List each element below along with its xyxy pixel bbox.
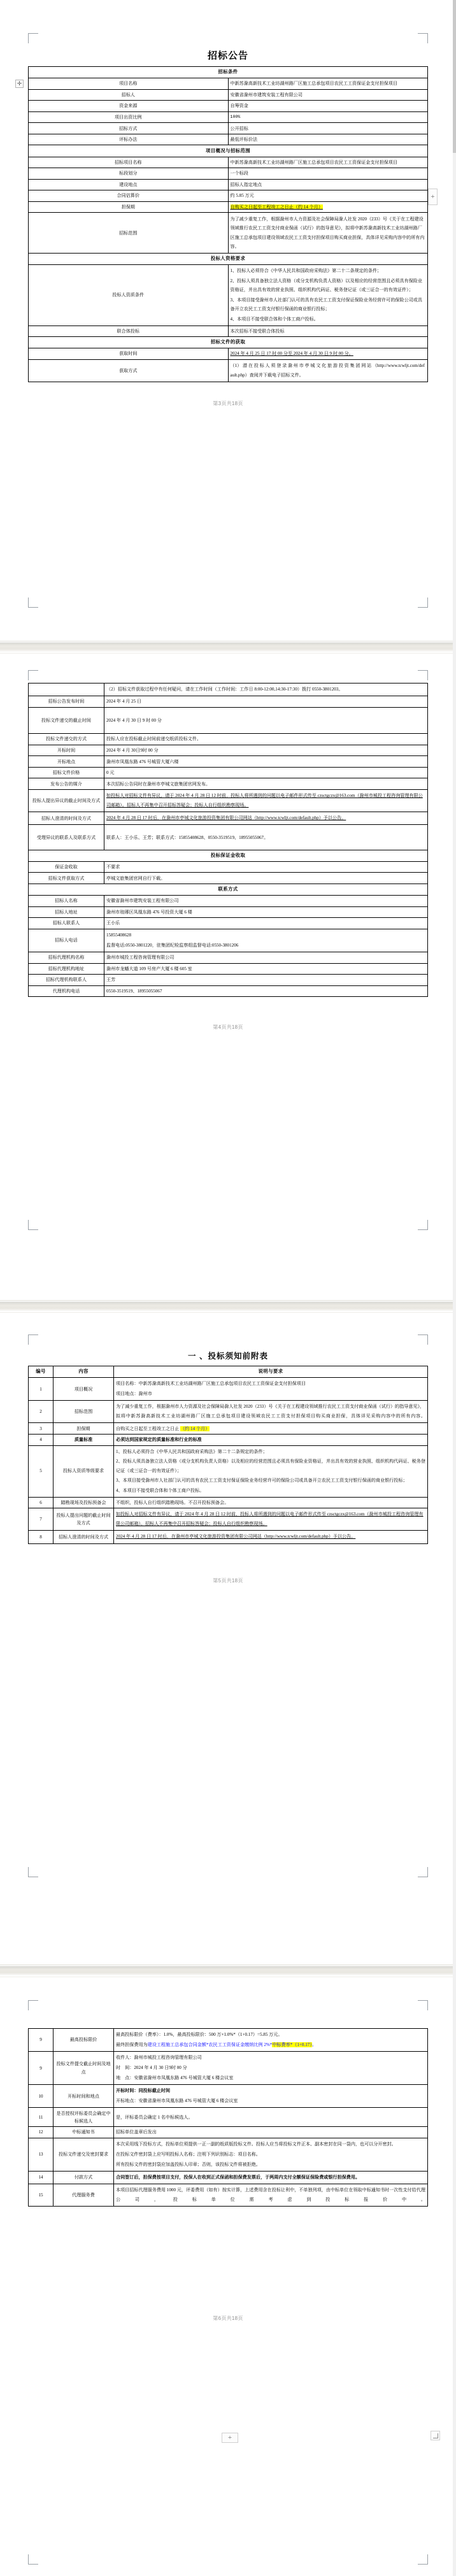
- row-value: 0 元: [104, 767, 428, 778]
- table-row: [29, 790, 428, 812]
- row-description: 如投标人对招标文件有异议，请于 2024 年 4 月 28 日 12 时前，投标人将所遇到的问题以电子邮件形式传至 czsctgczx@163.com（滁州市城投工程咨询管理有限公司邮箱）。招标人不再集中召开招标答疑会；投标人自行组织勘察现场。: [114, 1508, 428, 1531]
- page-title: 招标公告: [207, 50, 248, 61]
- row-label: 招标项目名称: [29, 157, 229, 168]
- crop-mark-bottom-right: [414, 1216, 428, 1230]
- table-band-row: [29, 145, 428, 157]
- row-value: 滁州市龙蟠大道 109 号房产大厦 6 楼 605 室: [104, 963, 428, 975]
- page-view-6: [0, 1977, 456, 2576]
- table-row: [29, 696, 428, 708]
- table-row-guarantee-period: [29, 201, 428, 213]
- page-footer: 第3页共18页: [213, 400, 243, 406]
- band-tender-conditions: 招标条件: [29, 67, 428, 78]
- row-label: 招标人地址: [29, 906, 104, 918]
- page-break-separator: [0, 641, 456, 654]
- row-number: 10: [29, 2085, 53, 2108]
- table-band-row: [29, 337, 428, 348]
- row-value: [104, 929, 428, 952]
- bid-opening-time: 开标时间：同投标截止时间: [116, 2088, 171, 2094]
- tender-announcement-table-continued: [28, 683, 428, 997]
- row-value: 一个标段: [228, 168, 428, 180]
- row-number: 4: [29, 1434, 53, 1445]
- row-description: [114, 1378, 428, 1401]
- table-row: [29, 873, 428, 884]
- row-item: 投标文件递交及密封要求: [53, 2138, 114, 2171]
- row-value: 为了减少重复工作，根据滁州市人力资源及社会保障局滁人社发 2020（233）号《关于在工程建设领域推行农民工工资支付商业保函（试行）的指导意见》，拟将中新苏滁高新技术工业坊湖州路厂区施工总承包项目建设领域农民工工资支付担保项目购买商业担保，具体详见采购内容中的所有内容。: [228, 213, 428, 254]
- row-item: 投标人资质等级要求: [53, 1445, 114, 1497]
- row-item: 担保期: [53, 1423, 114, 1435]
- page-footer: 第6页共18页: [213, 2315, 243, 2322]
- table-row: [29, 906, 428, 918]
- row-item: 踏勘现场及投标预备会: [53, 1497, 114, 1508]
- row-value: [228, 265, 428, 326]
- row-number: 15: [29, 2184, 53, 2206]
- page-view-5: [0, 1313, 456, 1964]
- row-item: 代理服务费: [53, 2184, 114, 2206]
- row-number: 11: [29, 2108, 53, 2127]
- qualification-item: 4、本项目不接受联合体和个体工商户投标。: [230, 316, 318, 322]
- table-row: [29, 896, 428, 907]
- table-band-row: [29, 884, 428, 896]
- table-row-max-price: [29, 2029, 428, 2052]
- row-item: 投标文件提交截止时间及地点: [53, 2052, 114, 2085]
- desc-line: 项目地点：滁州市: [116, 1391, 152, 1397]
- row-label: 代理机构电话: [29, 985, 104, 997]
- row-item: 招标范围: [53, 1401, 114, 1423]
- final-fee-line: [116, 2040, 425, 2050]
- row-item: 中标通知书: [53, 2127, 114, 2138]
- supervision-phone: 监督电话:0550-3801220，驻集团纪检监察组监督电话:0550-3801206: [106, 942, 239, 948]
- table-row: [29, 111, 428, 123]
- table-row: [29, 825, 428, 850]
- row-number: 3: [29, 1423, 53, 1435]
- table-row: [29, 359, 428, 382]
- row-value: 公开招标: [228, 123, 428, 134]
- row-label: 保证金收取: [29, 861, 104, 873]
- row-number: 9: [29, 2029, 53, 2052]
- page-footer: 第5页共18页: [213, 1577, 243, 1584]
- row-value: 安徽省滁州市建筑安装工程有限公司: [104, 896, 428, 907]
- table-row: [29, 123, 428, 134]
- crop-mark-bottom-left: [28, 2551, 42, 2565]
- row-label: 资金来源: [29, 101, 229, 112]
- table-row: [29, 1378, 428, 1401]
- table-row: [29, 1401, 428, 1423]
- table-row: [29, 326, 428, 337]
- row-label: 建设地点: [29, 179, 229, 190]
- table-band-row: [29, 850, 428, 861]
- table-row: [29, 2085, 428, 2108]
- desc-line: 项目名称：中新苏滁高新技术工业坊湖州路厂区施工总承包项目农民工工资保证金支付担保项目: [116, 1381, 306, 1387]
- final-fee-blue: 建设工程施工总承包合同金额*农民工工资保证金缴纳比例 2%*: [147, 2042, 273, 2048]
- row-label: 投标人提出异议的截止时间及方式: [29, 790, 104, 812]
- row-label: 投标文件递交的截止时间: [29, 707, 104, 733]
- insert-row-button[interactable]: +: [222, 2433, 238, 2443]
- row-value: 2024 年 4 月 30 日 9 时 00 分: [104, 707, 428, 733]
- desc-line: 时 间：2024 年 4 月 30 日9时 00 分: [116, 2065, 187, 2071]
- row-label: 投标人资质条件: [29, 265, 229, 326]
- column-header-item: 内容: [53, 1366, 114, 1378]
- row-description: 必须达到国家规定的质量标准和行业的标准: [114, 1434, 428, 1445]
- row-description: 不组织，投标人自行组织踏勘现场。不召开投标预备会。: [114, 1497, 428, 1508]
- table-row: [29, 756, 428, 768]
- row-value: 中新苏滁高新技术工业坊湖州路厂区施工总承包项目农民工工资保证金支付担保项目: [228, 78, 428, 90]
- crop-mark-bottom-left: [28, 1863, 42, 1877]
- row-value: [228, 201, 428, 213]
- row-description: 合同签订后，担保费按项目支付，投保人在收到正式保函和担保费发票后，于两周内支付全额保证保险费或银行担保费用。: [114, 2171, 428, 2184]
- desc-line: 本次采用线下投标方式，投标单位须提供一正一副的纸质版投标文件。投标人应当将投标文件正本、副本密封在同一袋内，也可以分开密封。: [116, 2141, 396, 2147]
- row-description: 招标单位盖章后发出: [114, 2127, 428, 2138]
- row-label: 招标范围: [29, 213, 229, 254]
- row-description: [114, 2029, 428, 2052]
- page-view-4: [0, 654, 456, 1300]
- row-description: 本项目招标代理服务费用 1000 元，评委费用（如有）按实计算，上述费用含在投标让利中，不单独列项，由中标单位在领取中标通知书时一次性支付给代理公司，投标单位需考虑到投标报价中。: [114, 2184, 428, 2206]
- row-number: 9: [29, 2052, 53, 2085]
- row-item: 开标时间和地点: [53, 2085, 114, 2108]
- row-number: 12: [29, 2127, 53, 2138]
- page-break-separator: [0, 1964, 456, 1977]
- table-row: [29, 157, 428, 168]
- highlighted-winning-rate: 中标费率*（1+0.17）: [272, 2042, 312, 2048]
- row-value: 投标人应在投标截止时间前递交纸质投标文件。: [104, 734, 428, 745]
- row-value: 王芳: [104, 975, 428, 986]
- table-row: [29, 1531, 428, 1543]
- row-value: 自筹资金: [228, 101, 428, 112]
- table-row-qualification: [29, 265, 428, 326]
- row-label: 招标人电话: [29, 929, 104, 952]
- table-row-phone: [29, 929, 428, 952]
- desc-line: 2、投标人须具备独立法人资格（或分支机构负责人资格）以及相应的经营范围且必须具有保险业资格证，并出具有效的营业执照、组织机构代码证、税务登记证（或三证合一的有效证件）；: [116, 1459, 425, 1473]
- row-label: 投标文件递交的方式: [29, 734, 104, 745]
- table-row: [29, 1497, 428, 1508]
- table-row: [29, 89, 428, 101]
- row-value: 联系人：王小乐、王芳；联系方式：15855408628、0550-3519519、18955055067。: [104, 825, 428, 850]
- row-value: 2024 年 4 月 25 日: [104, 696, 428, 708]
- row-item: 招标人澄清的时间及方式: [53, 1531, 114, 1543]
- column-header-description: 说明与要求: [114, 1366, 428, 1378]
- vertical-scrollbar[interactable]: [453, 0, 456, 2576]
- row-value: 0550-3519519、18955055067: [104, 985, 428, 997]
- table-row: [29, 963, 428, 975]
- row-value: 2024 年 4 月 25 日 17 时 00 分至 2024 年 4 月 30 日 9 时 00 分。: [228, 348, 428, 360]
- desc-line: 收件人：滁州市城投工程咨询管理有限公司: [116, 2055, 202, 2061]
- table-row: [29, 861, 428, 873]
- row-label: 标段划分: [29, 168, 229, 180]
- insert-row-button[interactable]: +: [428, 189, 438, 205]
- row-label: 发布公告的媒介: [29, 778, 104, 790]
- table-row: [29, 2127, 428, 2138]
- table-row: [29, 1434, 428, 1445]
- band-project-overview: 项目概况与招标范围: [29, 145, 428, 157]
- row-label: 开标时间: [29, 745, 104, 756]
- row-label: 项目出资比例: [29, 111, 229, 123]
- row-value: 安徽省滁州市建筑安装工程有限公司: [228, 89, 428, 101]
- table-row-guarantee: [29, 1423, 428, 1435]
- row-value: 不要求: [104, 861, 428, 873]
- row-label: 招标代理机构地址: [29, 963, 104, 975]
- row-value: （2）招标文件获取过程中有任何疑问，请在工作时间（工作时间：工作日 8:00-12:00,14:30-17:30）拨打 0550-3801203。: [104, 683, 428, 696]
- row-value: 滁州市凤凰东路 476 号城管大厦六楼: [104, 756, 428, 768]
- table-header-row: [29, 1366, 428, 1378]
- row-value: 本次招标公告同时在滁州市亭城文旅集团官网发布。: [104, 778, 428, 790]
- table-row: [29, 348, 428, 360]
- row-number: 6: [29, 1497, 53, 1508]
- row-description: 为了减少重复工作，根据滁州市人力资源及社会保障局滁人社发 2020（233）号《关于在工程建设领域推行农民工工资支付商业保函（试行）的指导意见》，拟将中新苏滁高新技术工业坊湖州路厂区施工总承包项目建设领域农民工工资支付担保项目购买商业担保，具体详见采购内容中的所有内容。: [114, 1401, 428, 1423]
- row-item: 质量标准: [53, 1434, 114, 1445]
- row-value: 如投标人对招标文件有异议，请于 2024 年 4 月 28 日 12 时前，投标人将所遇到的问题以电子邮件形式传至 czsctgczx@163.com（滁州市城投工程咨询管理有限公司邮箱）。招标人不再集中召开招标答疑会；投标人自行组织勘察现场。: [104, 790, 428, 812]
- row-description: [114, 1445, 428, 1497]
- qualification-item: 1、投标人必须符合《中华人民共和国政府采购法》第二十二条规定的条件；: [230, 268, 382, 274]
- table-row: [29, 2138, 428, 2171]
- row-item: 是否授权评标委员会确定中标候选人: [53, 2108, 114, 2127]
- row-value: 最低评标价法: [228, 134, 428, 145]
- row-description: [114, 1423, 428, 1435]
- page-footer: 第4页共18页: [213, 1024, 243, 1031]
- row-value: 滁州市琅琊区凤凰东路 476 号投资大厦 6 楼: [104, 906, 428, 918]
- final-fee-suffix: 。: [311, 2042, 317, 2048]
- desc-line: 所有投标文件的密封袋应加盖投标人印章；否则，该投标文件将被拒绝。: [116, 2161, 260, 2167]
- table-row: [29, 812, 428, 825]
- row-label: 评标办法: [29, 134, 229, 145]
- row-label: 招标人: [29, 89, 229, 101]
- desc-line: 1、投标人必须符合《中华人民共和国政府采购法》第二十二条规定的条件；: [116, 1449, 267, 1454]
- row-label-empty: [29, 683, 104, 696]
- row-value: 滁州市城投工程咨询管理有限公司: [104, 952, 428, 964]
- desc-line: 3、本项目接受滁州市人社部门认可的具有农民工工资支付保证保险业务经营许可的保险公司或具备开立农民工工资支付银行保函的商业银行投标；: [116, 1478, 408, 1484]
- row-value: 2024 年 4 月 28 日 17 时后，在滁州市亭城文化旅游投资集团有限公司网站（http://www.tcwljt.com/default.php）予以公告。: [104, 812, 428, 825]
- table-row-scope: [29, 213, 428, 254]
- table-row: [29, 2171, 428, 2184]
- row-label: 项目名称: [29, 78, 229, 90]
- desc-line: 4、本项目不接受联合体和个体工商户投标。: [116, 1487, 204, 1493]
- row-value: 约 5.85 万元: [228, 190, 428, 202]
- desc-line: 在投标文件密封袋上应写明投标人名称；注明下列识别标志：项目名称。: [116, 2151, 260, 2157]
- table-row: [29, 2108, 428, 2127]
- row-label: 获取方式: [29, 359, 229, 382]
- row-number: 7: [29, 1508, 53, 1531]
- row-label: 招标代理机构联系人: [29, 975, 104, 986]
- table-row: [29, 179, 428, 190]
- crop-mark-bottom-right: [414, 2551, 428, 2565]
- row-label: 招标方式: [29, 123, 229, 134]
- row-value: 100%: [228, 111, 428, 123]
- row-description: [114, 2085, 428, 2108]
- page-break-separator: [0, 1300, 456, 1313]
- row-value: 2024 年 4 月 30日9时 00 分: [104, 745, 428, 756]
- page-view-3: [0, 0, 456, 641]
- tender-announcement-table: [28, 66, 428, 382]
- row-value: （1） 潜 在 投 标 人 须 登 录 滁 州 市 亭 城 文 化 旅 游 投 资 集 团 网 站 （http://www.tcwljt.com/default.php）查阅并下载电子招标文件。: [228, 359, 428, 382]
- max-price-formula: 最高投标限价（费率）：1.0%，最高投标限价：500 万×1.0%*（1+0.17）=5.85 万元。: [116, 2032, 283, 2038]
- crop-mark-bottom-left: [28, 594, 42, 608]
- band-document-acquisition: 招标文件的获取: [29, 337, 428, 348]
- table-row: [29, 985, 428, 997]
- qualification-item: 2、投标人须具备独立法人资格（或分支机构负责人资格）以及相应的经营范围且必须具有保险业资格证，并出具有效的营业执照、组织机构代码证、税务登记证（或三证合一的有效证件）；: [230, 278, 422, 293]
- row-item: 投标人提出问题的截止时间及方式: [53, 1508, 114, 1531]
- bid-opening-place: 开标地点：安徽省滁州市凤凰东路 476 号城管大厦 6 楼会议室: [116, 2098, 238, 2104]
- table-row: [29, 918, 428, 929]
- row-value: 亭城文旅集团官网自行下载。: [104, 873, 428, 884]
- table-row: [29, 2184, 428, 2206]
- row-description: [114, 2052, 428, 2085]
- row-number: 13: [29, 2138, 53, 2171]
- table-row: [29, 975, 428, 986]
- table-band-row: [29, 67, 428, 78]
- crop-mark-bottom-left: [28, 1216, 42, 1230]
- row-value: 王小乐: [104, 918, 428, 929]
- row-number: 14: [29, 2171, 53, 2184]
- table-row: [29, 168, 428, 180]
- column-header-no: 编号: [29, 1366, 53, 1378]
- highlighted-guarantee-period: 自购买之日起至工程竣工之日止（约 14 个月）: [230, 204, 323, 210]
- row-label: 招标人联系人: [29, 918, 104, 929]
- band-bidder-qualification: 投标人资格要求: [29, 253, 428, 264]
- table-band-row: [29, 253, 428, 264]
- row-label: 招标公告发布时间: [29, 696, 104, 708]
- tenderer-phone: 15855408628: [106, 933, 132, 938]
- table-move-handle[interactable]: ✛: [15, 80, 24, 88]
- band-contact-info: 联系方式: [29, 884, 428, 896]
- row-label: 招标代理机构名称: [29, 952, 104, 964]
- table-row: [29, 683, 428, 696]
- table-row: [29, 1445, 428, 1497]
- table-row: [29, 1508, 428, 1531]
- crop-mark-bottom-right: [414, 594, 428, 608]
- desc-line: 地 点：安徽省滁州市凤凰东路 476 号城管大厦 6 楼会议室: [116, 2075, 234, 2081]
- row-label: 受理异议的联系人及联系方式: [29, 825, 104, 850]
- row-number: 1: [29, 1378, 53, 1401]
- row-number: 8: [29, 1531, 53, 1543]
- table-row: [29, 778, 428, 790]
- row-label: 招标人澄清的时间及方式: [29, 812, 104, 825]
- row-item: 项目概况: [53, 1378, 114, 1401]
- row-label: 招标文件获取方式: [29, 873, 104, 884]
- table-row: [29, 78, 428, 90]
- bidding-instructions-table: [28, 1366, 428, 1544]
- row-description: 是，评标委员会确定 1 名中标候选人。: [114, 2108, 428, 2127]
- table-row: [29, 767, 428, 778]
- table-row: [29, 952, 428, 964]
- section-title: 一 、投标须知前附表: [188, 1352, 268, 1361]
- row-item: 最高投标限价: [53, 2029, 114, 2052]
- row-item: 付款方式: [53, 2171, 114, 2184]
- row-description: 2024 年 4 月 28 日 17 时后，在滁州市亭城文化旅游投资集团有限公司网站（http://www.tcwljt.com/default.php）予以公告。: [114, 1531, 428, 1543]
- row-value: 本次招标不接受联合体投标: [228, 326, 428, 337]
- table-row: [29, 190, 428, 202]
- band-bid-deposit: 投标保证金收取: [29, 850, 428, 861]
- row-label: 合同估算价: [29, 190, 229, 202]
- row-label: 招标文件价格: [29, 767, 104, 778]
- row-number: 5: [29, 1445, 53, 1497]
- row-label: 开标地点: [29, 756, 104, 768]
- row-label: 获取时间: [29, 348, 229, 360]
- table-row: [29, 101, 428, 112]
- final-fee-prefix: 最终担保费用为: [116, 2042, 148, 2048]
- table-resize-grip[interactable]: [431, 2431, 440, 2440]
- guarantee-prefix: 自购买之日起至工程竣工之日止: [116, 1426, 181, 1431]
- qualification-item: 3、本项目接受滁州市人社部门认可的具有农民工工资支付保证保险业务经营许可的保险公司或具备开立农民工工资支付银行保函的商业银行投标；: [230, 297, 422, 312]
- table-row: [29, 707, 428, 733]
- bidding-instructions-table-continued: [28, 2028, 428, 2207]
- table-row: [29, 745, 428, 756]
- table-row: [29, 134, 428, 145]
- row-label: 招标人名称: [29, 896, 104, 907]
- table-row: [29, 2052, 428, 2085]
- row-value: 中新苏滁高新技术工业坊湖州路厂区施工总承包项目农民工工资保证金支付担保项目: [228, 157, 428, 168]
- row-label: 担保期: [29, 201, 229, 213]
- row-value: 招标人指定地点: [228, 179, 428, 190]
- highlighted-guarantee-months: （约 14 个月）: [180, 1426, 210, 1431]
- row-number: 2: [29, 1401, 53, 1423]
- crop-mark-bottom-right: [414, 1863, 428, 1877]
- table-row: [29, 734, 428, 745]
- row-description: [114, 2138, 428, 2171]
- row-label: 联合体投标: [29, 326, 229, 337]
